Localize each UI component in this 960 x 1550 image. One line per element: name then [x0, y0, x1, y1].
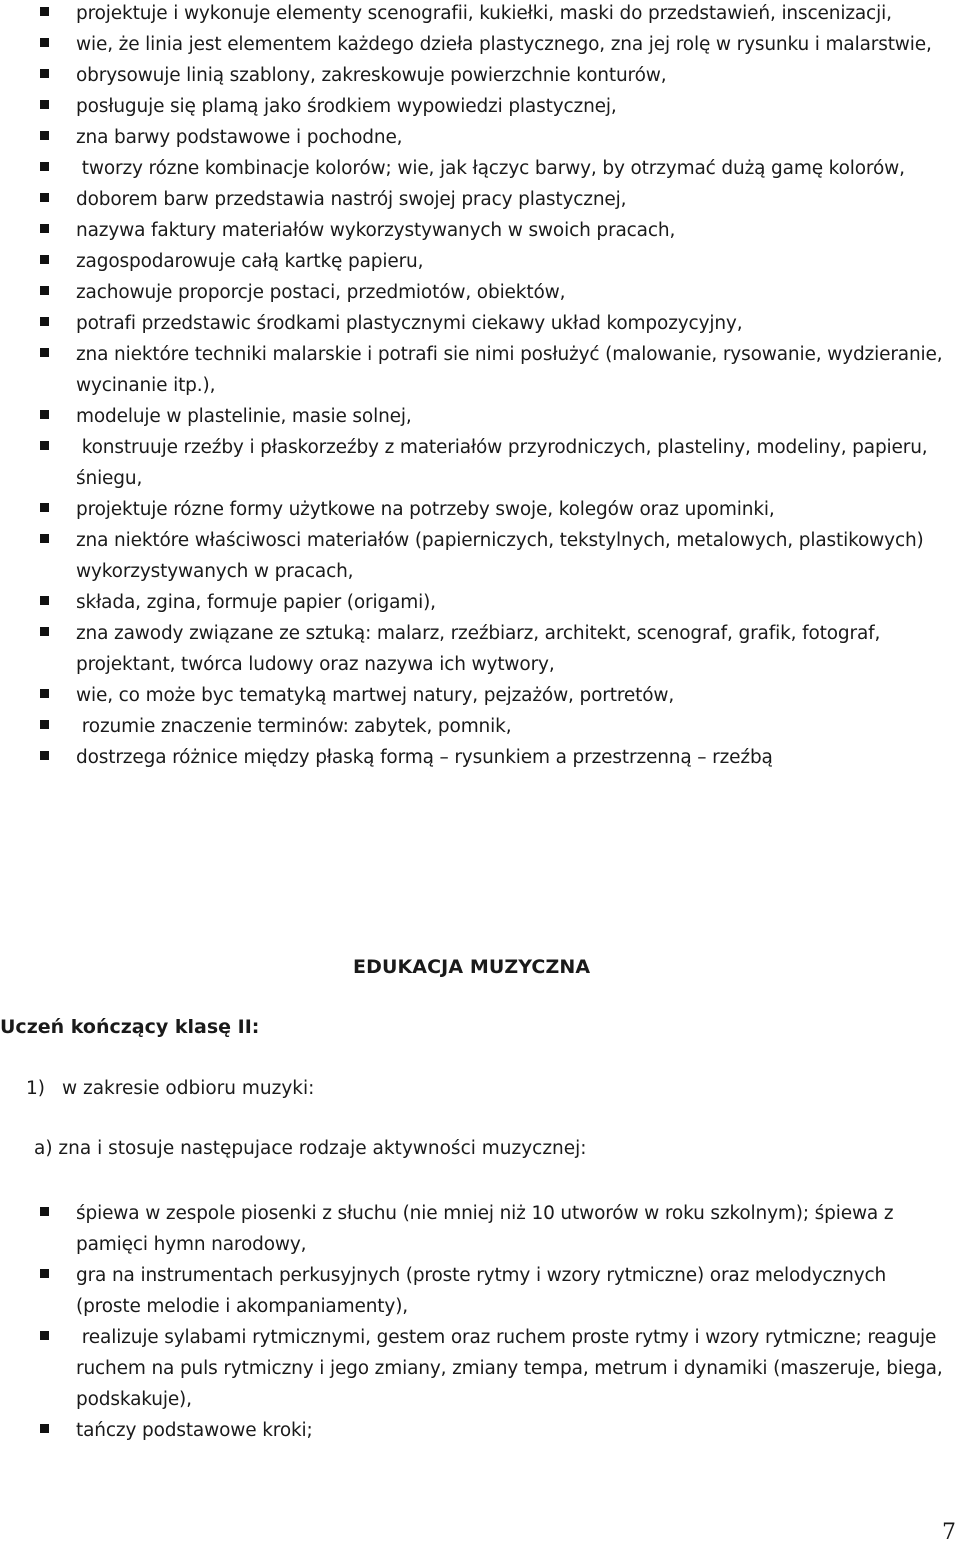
- list-item: [0, 339, 960, 401]
- square-bullet-icon: [40, 7, 49, 16]
- list-item: [0, 525, 960, 587]
- list-item-text: obrysowuje linią szablony, zakreskowuje powierzchnie konturów,: [76, 65, 667, 86]
- list-item: [0, 153, 960, 184]
- list-item: [0, 60, 960, 91]
- art-skills-list: [0, 0, 960, 773]
- list-item: [0, 742, 960, 773]
- square-bullet-icon: [40, 1269, 49, 1278]
- list-item-text: gra na instrumentach perkusyjnych (proste rytmy i wzory rytmiczne) oraz melodycznych (proste melodie i akompaniamenty),: [76, 1265, 892, 1317]
- list-item: [0, 1198, 960, 1260]
- list-item: [0, 29, 960, 60]
- square-bullet-icon: [40, 410, 49, 419]
- square-bullet-icon: [40, 255, 49, 264]
- list-item: [0, 184, 960, 215]
- list-item: [0, 1415, 960, 1446]
- range-text: w zakresie odbioru muzyki:: [62, 1078, 315, 1099]
- list-item-text: projektuje i wykonuje elementy scenografii, kukiełki, maski do przedstawień, inscenizacji,: [76, 3, 892, 24]
- list-item-text: modeluje w plastelinie, masie solnej,: [76, 406, 412, 427]
- section-heading: EDUKACJA MUZYCZNA: [353, 956, 591, 978]
- list-item-text: wie, co może byc tematyką martwej natury, pejzażów, portretów,: [76, 685, 675, 706]
- list-item-text: posługuje się plamą jako środkiem wypowiedzi plastycznej,: [76, 96, 617, 117]
- list-item-text: dostrzega różnice między płaską formą – rysunkiem a przestrzenną – rzeźbą: [76, 747, 773, 768]
- square-bullet-icon: [40, 1207, 49, 1216]
- list-item: [0, 401, 960, 432]
- square-bullet-icon: [40, 751, 49, 760]
- list-item-text: doborem barw przedstawia nastrój swojej pracy plastycznej,: [76, 189, 627, 210]
- list-item-text: wie, że linia jest elementem każdego dzieła plastycznego, zna jej rolę w rysunku i malarstwie,: [76, 34, 932, 55]
- list-item-text: zagospodarowuje całą kartkę papieru,: [76, 251, 424, 272]
- square-bullet-icon: [40, 441, 49, 450]
- square-bullet-icon: [40, 348, 49, 357]
- range-number: 1): [26, 1078, 45, 1099]
- square-bullet-icon: [40, 193, 49, 202]
- list-item-text: zna barwy podstawowe i pochodne,: [76, 127, 403, 148]
- square-bullet-icon: [40, 162, 49, 171]
- list-item-text: projektuje rózne formy użytkowe na potrzeby swoje, kolegów oraz upominki,: [76, 499, 775, 520]
- class-label: Uczeń kończący klasę II:: [0, 1016, 260, 1038]
- list-item-text: składa, zgina, formuje papier (origami),: [76, 592, 436, 613]
- list-item-text: zna niektóre techniki malarskie i potrafi sie nimi posłużyć (malowanie, rysowanie, wydzieranie, wycinanie itp.),: [76, 344, 949, 396]
- list-item: [0, 1322, 960, 1415]
- list-item-text: rozumie znaczenie terminów: zabytek, pomnik,: [76, 716, 512, 737]
- square-bullet-icon: [40, 317, 49, 326]
- list-item-text: tańczy podstawowe kroki;: [76, 1420, 313, 1441]
- square-bullet-icon: [40, 131, 49, 140]
- square-bullet-icon: [40, 596, 49, 605]
- page-number: 7: [942, 1520, 956, 1545]
- list-item: [0, 91, 960, 122]
- square-bullet-icon: [40, 627, 49, 636]
- square-bullet-icon: [40, 224, 49, 233]
- activities-subheading: a) zna i stosuje następujace rodzaje aktywności muzycznej:: [34, 1138, 587, 1159]
- square-bullet-icon: [40, 689, 49, 698]
- list-item: [0, 277, 960, 308]
- list-item: [0, 0, 960, 29]
- square-bullet-icon: [40, 720, 49, 729]
- list-item-text: potrafi przedstawic środkami plastycznymi ciekawy układ kompozycyjny,: [76, 313, 743, 334]
- list-item-text: tworzy rózne kombinacje kolorów; wie, jak łączyc barwy, by otrzymać dużą gamę kolorów,: [76, 158, 905, 179]
- list-item-text: zna niektóre właściwosci materiałów (papierniczych, tekstylnych, metalowych, plastikowych) wykorzystywanych w pracach,: [76, 530, 930, 582]
- square-bullet-icon: [40, 1331, 49, 1340]
- list-item: [0, 618, 960, 680]
- list-item: [0, 432, 960, 494]
- square-bullet-icon: [40, 534, 49, 543]
- range-item: [26, 1078, 314, 1099]
- list-item: [0, 215, 960, 246]
- list-item: [0, 1260, 960, 1322]
- square-bullet-icon: [40, 69, 49, 78]
- list-item-text: zachowuje proporcje postaci, przedmiotów, obiektów,: [76, 282, 566, 303]
- list-item: [0, 680, 960, 711]
- list-item: [0, 494, 960, 525]
- square-bullet-icon: [40, 38, 49, 47]
- square-bullet-icon: [40, 503, 49, 512]
- list-item-text: nazywa faktury materiałów wykorzystywanych w swoich pracach,: [76, 220, 676, 241]
- square-bullet-icon: [40, 100, 49, 109]
- list-item: [0, 308, 960, 339]
- list-item: [0, 122, 960, 153]
- square-bullet-icon: [40, 286, 49, 295]
- square-bullet-icon: [40, 1424, 49, 1433]
- list-item: [0, 246, 960, 277]
- list-item-text: konstruuje rzeźby i płaskorzeźby z materiałów przyrodniczych, plasteliny, modeliny, papieru, śniegu,: [76, 437, 934, 489]
- music-skills-list: [0, 1198, 960, 1446]
- list-item-text: realizuje sylabami rytmicznymi, gestem oraz ruchem proste rytmy i wzory rytmiczne; reaguje ruchem na puls rytmiczny i jego zmiany, zmiany tempa, metrum i dynamiki (maszeruje, biega, podskakuje),: [76, 1327, 949, 1410]
- list-item: [0, 711, 960, 742]
- list-item-text: śpiewa w zespole piosenki z słuchu (nie mniej niż 10 utworów w roku szkolnym); śpiewa z pamięci hymn narodowy,: [76, 1203, 900, 1255]
- list-item-text: zna zawody związane ze sztuką: malarz, rzeźbiarz, architekt, scenograf, grafik, fotograf, projektant, twórca ludowy oraz nazywa ich wytwory,: [76, 623, 886, 675]
- list-item: [0, 587, 960, 618]
